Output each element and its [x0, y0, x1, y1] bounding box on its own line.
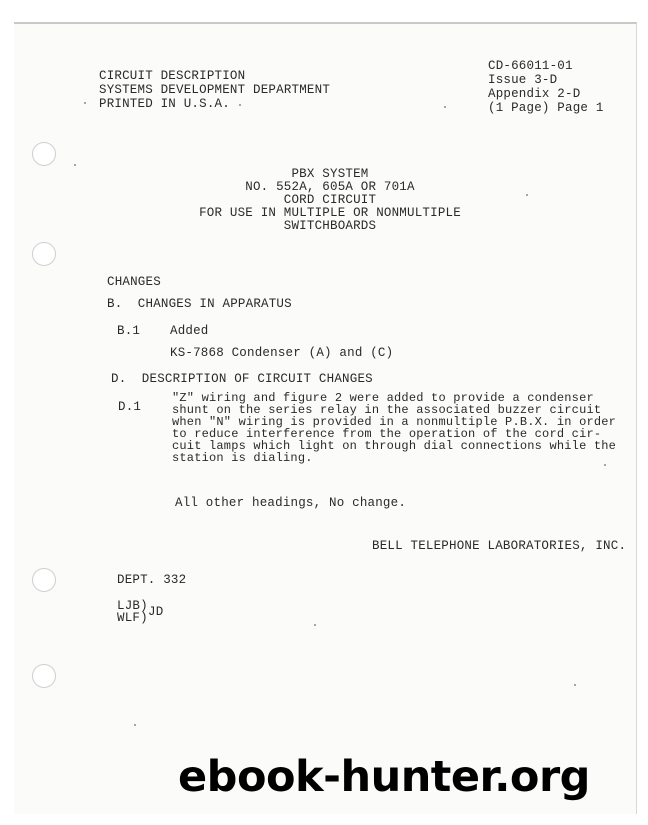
section-b-item-detail: KS-7868 Condenser (A) and (C) — [170, 346, 394, 360]
section-b-heading: B. CHANGES IN APPARATUS — [107, 297, 292, 311]
signature-line: BELL TELEPHONE LABORATORIES, INC. — [372, 539, 627, 553]
section-d-paragraph-line-3: when "N" wiring is provided in a nonmultiple P.B.X. in order — [172, 415, 617, 429]
title-line-5: SWITCHBOARDS — [283, 219, 377, 233]
header-left-line-3: PRINTED IN U.S.A. — [99, 97, 230, 111]
section-d-item-number: D.1 — [118, 400, 142, 414]
initials-line-1: LJB) — [117, 599, 148, 613]
title-line-4: FOR USE IN MULTIPLE OR NONMULTIPLE — [199, 206, 461, 220]
header-left-line-2: SYSTEMS DEVELOPMENT DEPARTMENT — [99, 83, 331, 97]
title-line-3: CORD CIRCUIT — [283, 193, 377, 207]
header-left-line-1: CIRCUIT DESCRIPTION — [99, 69, 246, 83]
punch-hole — [32, 664, 56, 688]
punch-hole — [32, 242, 56, 266]
title-line-2: NO. 552A, 605A OR 701A — [245, 180, 415, 194]
punch-hole — [32, 142, 56, 166]
section-b-item-number: B.1 — [117, 324, 141, 338]
initials-line-2: WLF) — [117, 611, 148, 625]
other-headings-note: All other headings, No change. — [175, 496, 407, 510]
header-right-line-1: CD-66011-01 — [488, 59, 573, 73]
title-line-1: PBX SYSTEM — [291, 167, 369, 181]
section-d-paragraph-line-1: "Z" wiring and figure 2 were added to provide a condenser — [172, 391, 594, 405]
section-d-paragraph-line-5: cuit lamps which light on through dial connections while the — [172, 439, 617, 453]
section-b-item-title: Added — [170, 324, 209, 338]
section-d-paragraph-line-2: shunt on the series relay in the associated buzzer circuit — [172, 403, 602, 417]
section-d-paragraph-line-6: station is dialing. — [172, 451, 313, 465]
header-right-line-4: (1 Page) Page 1 — [488, 101, 604, 115]
header-right-line-3: Appendix 2-D — [488, 87, 581, 101]
section-d-heading: D. DESCRIPTION OF CIRCUIT CHANGES — [111, 372, 373, 386]
punch-hole — [32, 568, 56, 592]
section-d-paragraph-line-4: to reduce interference from the operation of the cord cir- — [172, 427, 602, 441]
changes-heading: CHANGES — [107, 275, 161, 289]
watermark-text: ebook-hunter.org — [178, 752, 590, 802]
dept-line: DEPT. 332 — [117, 573, 187, 587]
header-right-line-2: Issue 3-D — [488, 73, 558, 87]
initials-suffix: JD — [148, 605, 164, 619]
